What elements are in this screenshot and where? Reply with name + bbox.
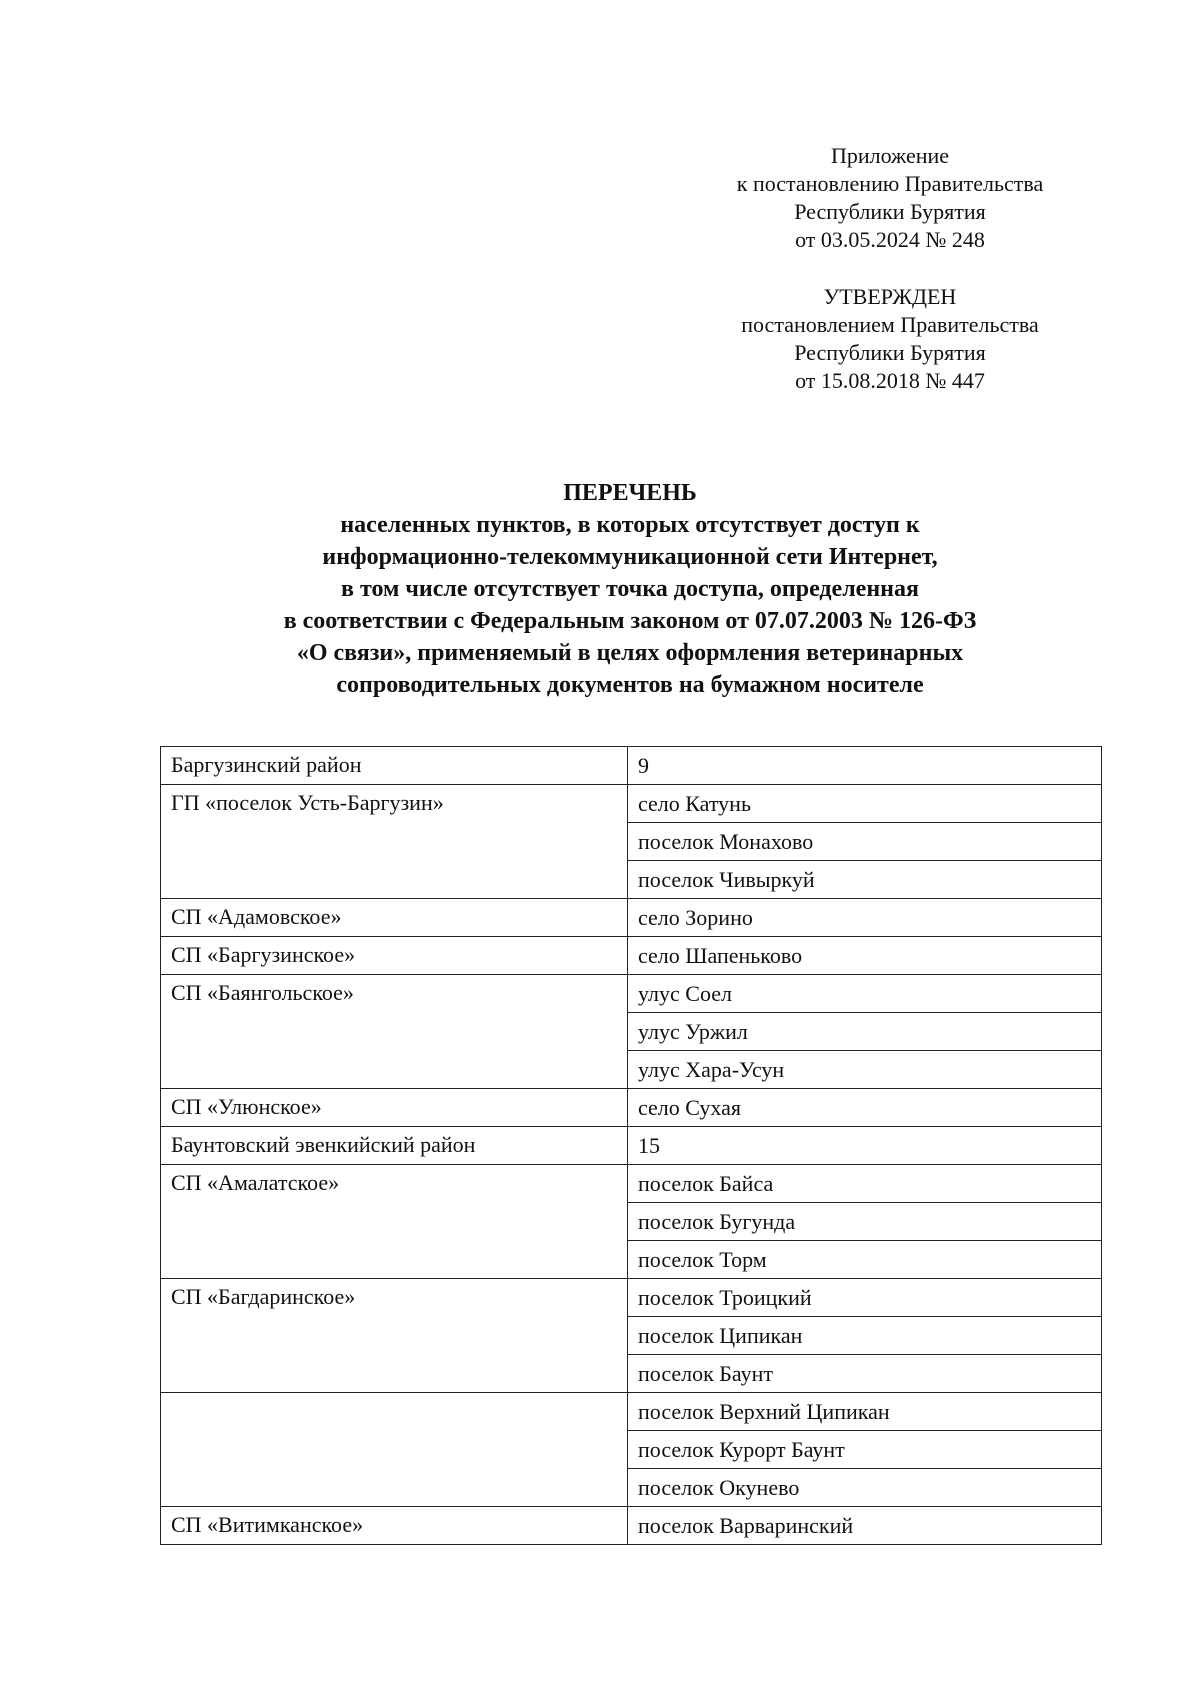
municipality-cell	[161, 1393, 628, 1507]
settlement-cell: улус Уржил	[628, 1013, 1102, 1051]
table-row	[161, 1393, 1102, 1431]
municipality-cell: Баргузинский район	[161, 747, 628, 785]
municipality-cell: СП «Баянгольское»	[161, 975, 628, 1089]
settlement-cell: улус Хара-Усун	[628, 1051, 1102, 1089]
table-row	[161, 1279, 1102, 1317]
approved-block	[700, 283, 1080, 395]
settlement-cell: поселок Бугунда	[628, 1203, 1102, 1241]
table-row	[161, 747, 1102, 785]
approved-line: постановлением Правительства	[741, 312, 1039, 337]
settlement-cell: поселок Курорт Баунт	[628, 1431, 1102, 1469]
municipality-cell: СП «Адамовское»	[161, 899, 628, 937]
approved-line: Республики Бурятия	[794, 340, 986, 365]
table-row	[161, 1127, 1102, 1165]
settlement-cell: поселок Байса	[628, 1165, 1102, 1203]
title-line: в том числе отсутствует точка доступа, определенная	[341, 576, 919, 602]
settlement-cell: 9	[628, 747, 1102, 785]
table-row	[161, 1165, 1102, 1203]
municipality-cell: СП «Амалатское»	[161, 1165, 628, 1279]
title-heading: ПЕРЕЧЕНЬ	[563, 480, 697, 506]
settlement-cell: село Зорино	[628, 899, 1102, 937]
municipality-cell: ГП «поселок Усть-Баргузин»	[161, 785, 628, 899]
municipality-cell: СП «Витимканское»	[161, 1507, 628, 1545]
table-row	[161, 975, 1102, 1013]
settlement-cell: улус Соел	[628, 975, 1102, 1013]
settlement-cell: поселок Баунт	[628, 1355, 1102, 1393]
settlement-cell: поселок Торм	[628, 1241, 1102, 1279]
settlement-cell: поселок Троицкий	[628, 1279, 1102, 1317]
title-line: населенных пунктов, в которых отсутствует доступ к	[340, 512, 920, 538]
title-line: информационно-телекоммуникационной сети Интернет,	[322, 544, 938, 570]
approved-line: от 15.08.2018 № 447	[795, 368, 985, 393]
municipality-cell: СП «Улюнское»	[161, 1089, 628, 1127]
table-row	[161, 937, 1102, 975]
settlement-cell: поселок Ципикан	[628, 1317, 1102, 1355]
settlement-cell: поселок Чивыркуй	[628, 861, 1102, 899]
table-row	[161, 899, 1102, 937]
appendix-line: от 03.05.2024 № 248	[795, 227, 985, 252]
settlement-cell: село Шапеньково	[628, 937, 1102, 975]
settlement-cell: поселок Варваринский	[628, 1507, 1102, 1545]
table-row	[161, 1507, 1102, 1545]
municipality-cell: Баунтовский эвенкийский район	[161, 1127, 628, 1165]
settlement-cell: 15	[628, 1127, 1102, 1165]
title-line: «О связи», применяемый в целях оформления ветеринарных	[296, 640, 964, 666]
appendix-block	[700, 142, 1080, 254]
approved-line: УТВЕРЖДЕН	[823, 284, 957, 309]
settlement-cell: село Катунь	[628, 785, 1102, 823]
settlements-table	[160, 746, 1102, 1545]
appendix-line: Приложение	[830, 143, 950, 168]
appendix-line: к постановлению Правительства	[736, 171, 1044, 196]
title-line: сопроводительных документов на бумажном носителе	[336, 672, 924, 698]
document-title	[150, 477, 1110, 701]
municipality-cell: СП «Багдаринское»	[161, 1279, 628, 1393]
table-row	[161, 785, 1102, 823]
settlement-cell: поселок Окунево	[628, 1469, 1102, 1507]
municipality-cell: СП «Баргузинское»	[161, 937, 628, 975]
table-row	[161, 1089, 1102, 1127]
settlement-cell: поселок Верхний Ципикан	[628, 1393, 1102, 1431]
settlements-table-body	[161, 747, 1102, 1545]
appendix-line: Республики Бурятия	[794, 199, 986, 224]
settlement-cell: село Сухая	[628, 1089, 1102, 1127]
settlement-cell: поселок Монахово	[628, 823, 1102, 861]
title-line: в соответствии с Федеральным законом от 07.07.2003 № 126-ФЗ	[283, 608, 977, 634]
